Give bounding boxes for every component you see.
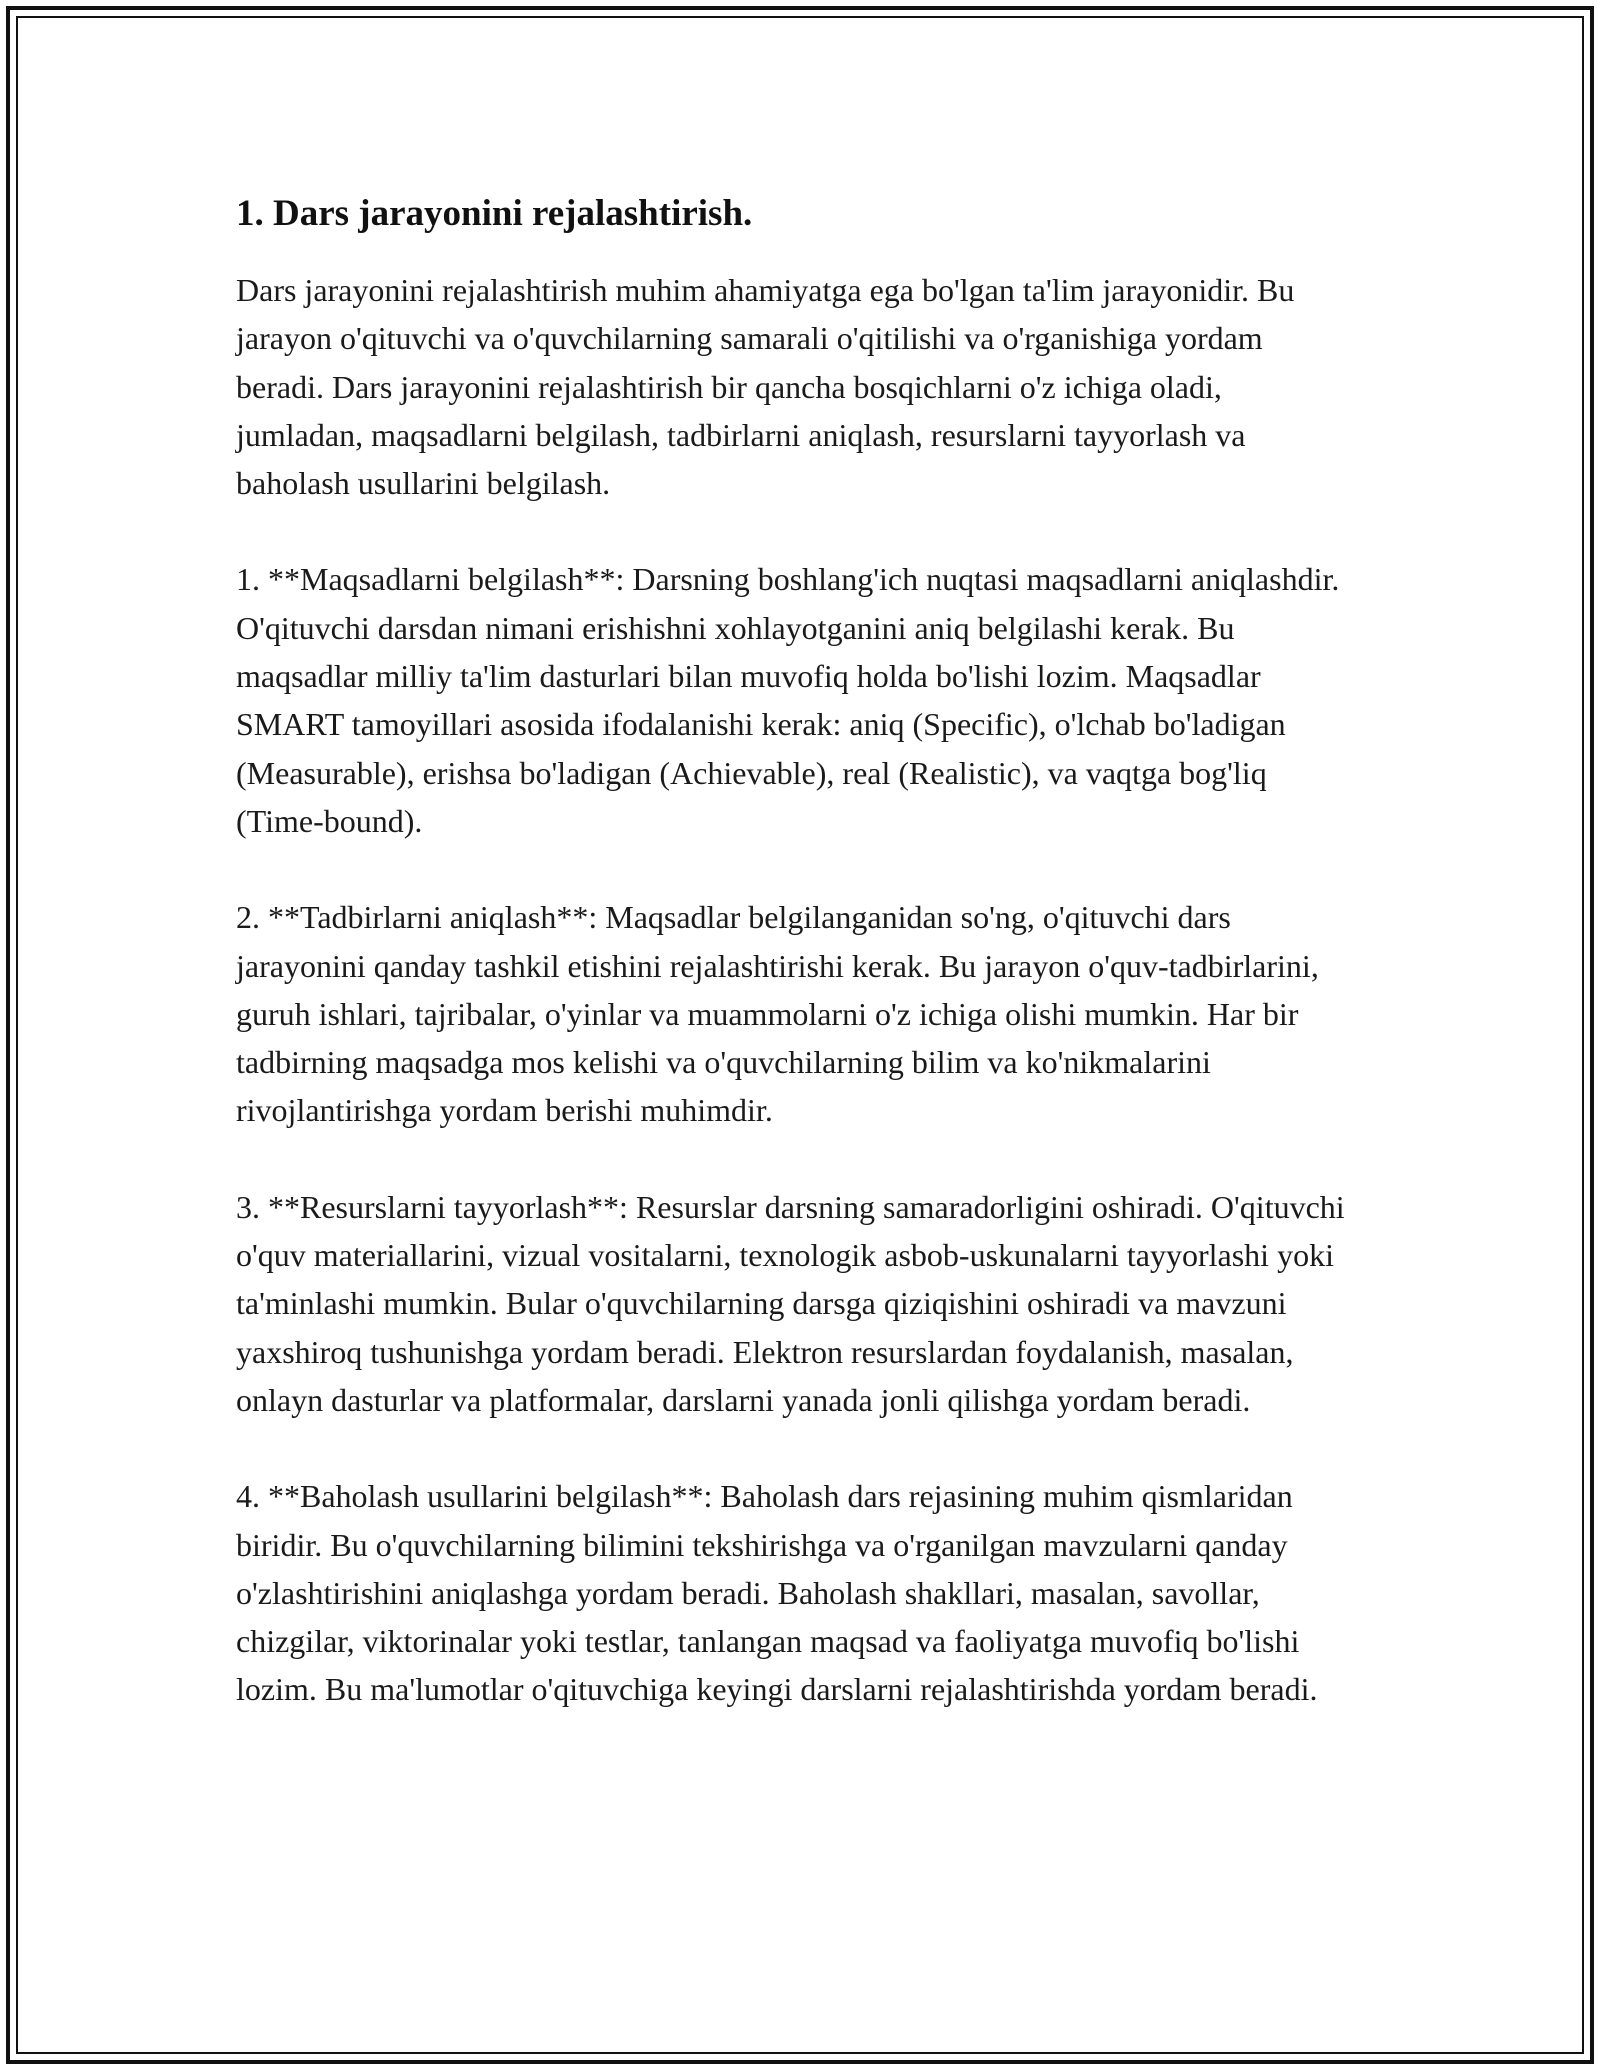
step-4-paragraph: 4. **Baholash usullarini belgilash**: Baholash dars rejasining muhim qismlaridan biridir. Bu o'quvchilarning bilimini tekshirishga va o'rganilgan mavzularni qanday o'zlashtirishini aniqlashga yordam beradi. Baholash shakllari, masalan, savollar, chizgilar, viktorinalar yoki testlar, tanlangan maqsad va faoliyatga muvofiq bo'lishi lozim. Bu ma'lumotlar o'qituvchiga keyingi darslarni rejalashtirishda yordam beradi. [236, 1478, 1318, 1708]
step-3-paragraph: 3. **Resurslarni tayyorlash**: Resurslar darsning samaradorligini oshiradi. O'qituvchi o'quv materiallarini, vizual vositalarni, texnologik asbob-uskunalarni tayyorlashi yoki ta'minlashi mumkin. Bular o'quvchilarning darsga qiziqishini oshiradi va mavzuni yaxshiroq tushunishga yordam beradi. Elektron resurslardan foydalanish, masalan, onlayn dasturlar va platformalar, darslarni yanada jonli qilishga yordam beradi. [236, 1188, 1345, 1418]
step-1-paragraph: 1. **Maqsadlarni belgilash**: Darsning boshlang'ich nuqtasi maqsadlarni aniqlashdir. O'qituvchi darsdan nimani erishishni xohlayotganini aniq belgilashi kerak. Bu maqsadlar milliy ta'lim dasturlari bilan muvofiq holda bo'lishi lozim. Maqsadlar SMART tamoyillari asosida ifodalanishi kerak: aniq (Specific), o'lchab bo'ladigan (Measurable), erishsa bo'ladigan (Achievable), real (Realistic), va vaqtga bog'liq (Time-bound). [236, 561, 1340, 839]
intro-paragraph: Dars jarayonini rejalashtirish muhim ahamiyatga ega bo'lgan ta'lim jarayonidir. Bu jarayon o'qituvchi va o'quvchilarning samarali o'qitilishi va o'rganishiga yordam beradi. Dars jarayonini rejalashtirish bir qancha bosqichlarni o'z ichiga oladi, jumladan, maqsadlarni belgilash, tadbirlarni aniqlash, resurslarni tayyorlash va baholash usullarini belgilash. [236, 272, 1295, 502]
document-body [236, 186, 1356, 1762]
step-2-paragraph: 2. **Tadbirlarni aniqlash**: Maqsadlar belgilanganidan so'ng, o'qituvchi dars jarayonini qanday tashkil etishini rejalashtirishi kerak. Bu jarayon o'quv-tadbirlarini, guruh ishlari, tajribalar, o'yinlar va muammolarni o'z ichiga olishi mumkin. Har bir tadbirning maqsadga mos kelishi va o'quvchilarning bilim va ko'nikmalarini rivojlantirishga yordam berishi muhimdir. [236, 899, 1319, 1129]
section-heading: 1. Dars jarayonini rejalashtirish. [236, 193, 753, 234]
